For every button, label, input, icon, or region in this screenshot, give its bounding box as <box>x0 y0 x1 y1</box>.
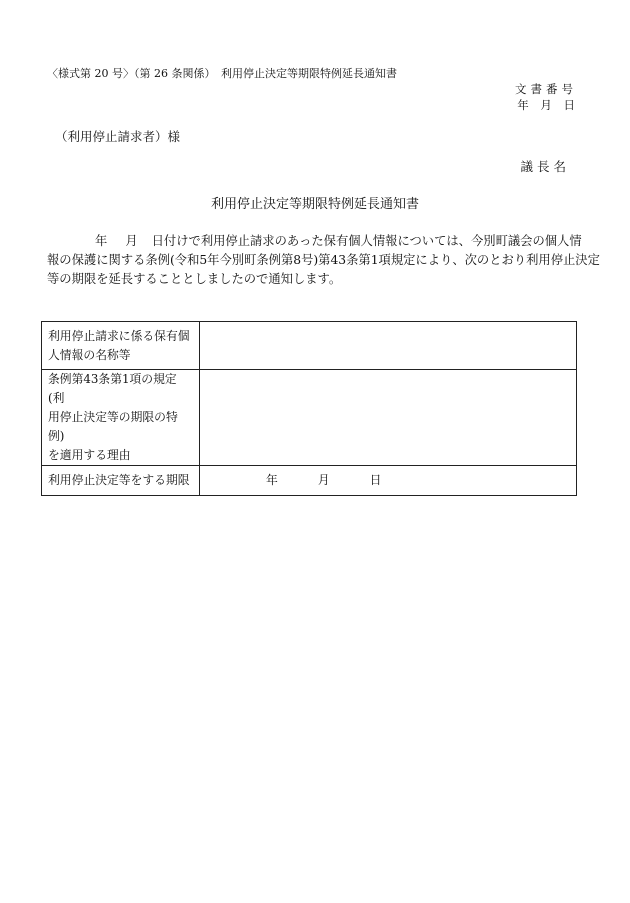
deadline-date-cell <box>200 466 577 496</box>
table-row <box>42 370 577 466</box>
body-line-2: 報の保護に関する条例(令和5年今別町条例第8号)第43条第1項規定により、次のとおり利用停止決定 <box>47 253 600 267</box>
body-text <box>47 232 600 289</box>
body-line-1-text: 日付けで利用停止請求のあった保有個人情報については、今別町議会の個人情 <box>151 234 582 248</box>
form-header: 〈様式第 20 号〉（第 26 条関係） 利用停止決定等期限特例延長通知書 <box>47 67 397 80</box>
deadline-year: 年 <box>266 473 278 487</box>
table-row <box>42 466 577 496</box>
document-number-label: 文書番号 <box>515 82 577 96</box>
label-line: 人情報の名称等 <box>48 347 131 362</box>
recipient-name: （利用停止請求者）様 <box>55 129 181 144</box>
body-line-3: 等の期限を延長することとしましたので通知します。 <box>47 272 342 286</box>
info-table <box>41 321 577 496</box>
label-line: 利用停止請求に係る保有個 <box>48 328 190 343</box>
label-line: 条例第43条第1項の規定(利 <box>48 372 177 405</box>
doc-date-day: 日 <box>563 98 577 112</box>
deadline-day: 日 <box>369 473 382 487</box>
label-line: 用停止決定等の期限の特例) <box>48 410 178 443</box>
table-value-cell <box>200 370 577 466</box>
document-date <box>517 97 577 113</box>
table-value-cell <box>200 322 577 370</box>
body-month: 月 <box>125 234 138 248</box>
body-year: 年 <box>95 234 108 248</box>
label-line: 利用停止決定等をする期限 <box>48 473 190 487</box>
deadline-month: 月 <box>317 473 330 487</box>
table-label-cell <box>42 322 200 370</box>
table-label-cell <box>42 466 200 496</box>
doc-date-month: 月 <box>540 98 554 112</box>
table-row <box>42 322 577 370</box>
document-title: 利用停止決定等期限特例延長通知書 <box>210 197 419 212</box>
body-line-1 <box>47 232 592 251</box>
sender-name: 議長名 <box>520 159 570 174</box>
table-label-cell <box>42 370 200 466</box>
doc-date-year: 年 <box>517 98 531 112</box>
label-line: を適用する理由 <box>48 448 131 462</box>
